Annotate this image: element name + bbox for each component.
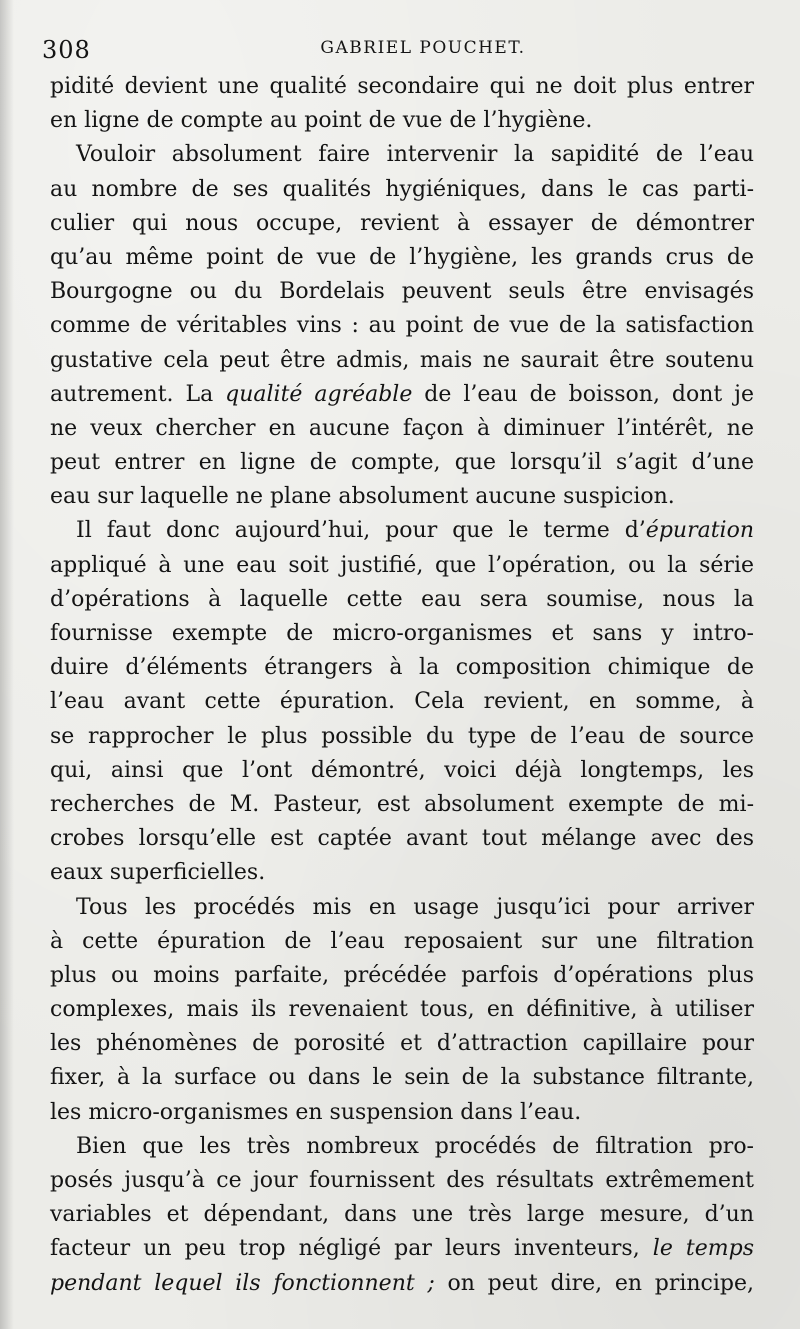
text-segment: Il faut donc aujourd’hui, pour que le terme d’ bbox=[76, 518, 646, 544]
page-number: 308 bbox=[42, 36, 91, 64]
text-line: gustative cela peut être admis, mais ne saurait être soutenu bbox=[50, 347, 754, 373]
text-line: eaux superficielles. bbox=[50, 860, 266, 886]
body-text bbox=[50, 70, 754, 1301]
text-line: qu’au même point de vue de l’hygiène, les grands crus de bbox=[50, 244, 754, 270]
text-line: fixer, à la surface ou dans le sein de la substance filtrante, bbox=[50, 1065, 754, 1091]
text-line: eau sur laquelle ne plane absolument aucune suspicion. bbox=[50, 484, 675, 510]
text-line: duire d’éléments étrangers à la composition chimique de bbox=[50, 655, 754, 681]
text-line: les phénomènes de porosité et d’attraction capillaire pour bbox=[50, 1031, 754, 1057]
italic-phrase: qualité agréable bbox=[225, 381, 413, 407]
text-segment: on peut dire, en principe, bbox=[434, 1270, 754, 1296]
italic-phrase: pendant lequel ils fonctionnent ; bbox=[50, 1270, 435, 1296]
text-line: recherches de M. Pasteur, est absolument exempte de mi- bbox=[50, 791, 754, 817]
text-line: culier qui nous occupe, revient à essayer de démontrer bbox=[50, 210, 754, 236]
page-gutter-shadow bbox=[0, 0, 14, 1329]
text-line: Bourgogne ou du Bordelais peuvent seuls être envisagés bbox=[50, 279, 754, 305]
text-line: Vouloir absolument faire intervenir la sapidité de l’eau bbox=[76, 142, 754, 168]
running-head: GABRIEL POUCHET. bbox=[320, 38, 526, 58]
text-line: posés jusqu’à ce jour fournissent des résultats extrêmement bbox=[50, 1168, 754, 1193]
text-line bbox=[50, 1232, 754, 1266]
text-line: appliqué à une eau soit justifié, que l’opération, ou la série bbox=[50, 552, 754, 578]
text-line: à cette épuration de l’eau reposaient sur une filtration bbox=[50, 928, 754, 954]
text-line: variables et dépendant, dans une très large mesure, d’un bbox=[50, 1202, 754, 1228]
text-segment: facteur un peu trop négligé par leurs inventeurs, bbox=[50, 1236, 653, 1262]
text-line: complexes, mais ils revenaient tous, en définitive, à utiliser bbox=[50, 997, 754, 1023]
text-line: en ligne de compte au point de vue de l’hygiène. bbox=[50, 108, 593, 134]
text-line: ne veux chercher en aucune façon à diminuer l’intérêt, ne bbox=[50, 415, 754, 441]
text-line: au nombre de ses qualités hygiéniques, dans le cas parti- bbox=[50, 176, 754, 202]
text-line: Tous les procédés mis en usage jusqu’ici pour arriver bbox=[76, 894, 754, 920]
text-line: se rapprocher le plus possible du type de l’eau de source bbox=[50, 723, 754, 749]
text-segment: autrement. La bbox=[50, 381, 226, 407]
text-line: comme de véritables vins : au point de vue de la satisfaction bbox=[50, 313, 754, 339]
text-line: peut entrer en ligne de compte, que lorsqu’il s’agit d’une bbox=[50, 450, 754, 476]
page-header bbox=[42, 36, 764, 66]
text-line: les micro-organismes en suspension dans l’eau. bbox=[50, 1099, 582, 1125]
text-line: pidité devient une qualité secondaire qui ne doit plus entrer bbox=[50, 74, 754, 99]
text-line: qui, ainsi que l’ont démontré, voici déjà longtemps, les bbox=[50, 757, 754, 783]
text-line: crobes lorsqu’elle est captée avant tout mélange avec des bbox=[50, 826, 754, 852]
text-line bbox=[50, 1267, 754, 1301]
text-line: d’opérations à laquelle cette eau sera soumise, nous la bbox=[50, 586, 754, 612]
text-segment: de l’eau de boisson, dont je bbox=[412, 381, 754, 407]
italic-phrase: épuration bbox=[645, 518, 754, 544]
text-line bbox=[50, 378, 754, 412]
text-line: l’eau avant cette épuration. Cela revient, en somme, à bbox=[50, 689, 754, 715]
text-line: fournisse exempte de micro-organismes et sans y intro- bbox=[50, 621, 754, 646]
italic-phrase: le temps bbox=[652, 1236, 754, 1262]
text-line: Bien que les très nombreux procédés de filtration pro- bbox=[76, 1133, 754, 1159]
text-line bbox=[50, 514, 754, 548]
text-line: plus ou moins parfaite, précédée parfois d’opérations plus bbox=[50, 962, 754, 988]
